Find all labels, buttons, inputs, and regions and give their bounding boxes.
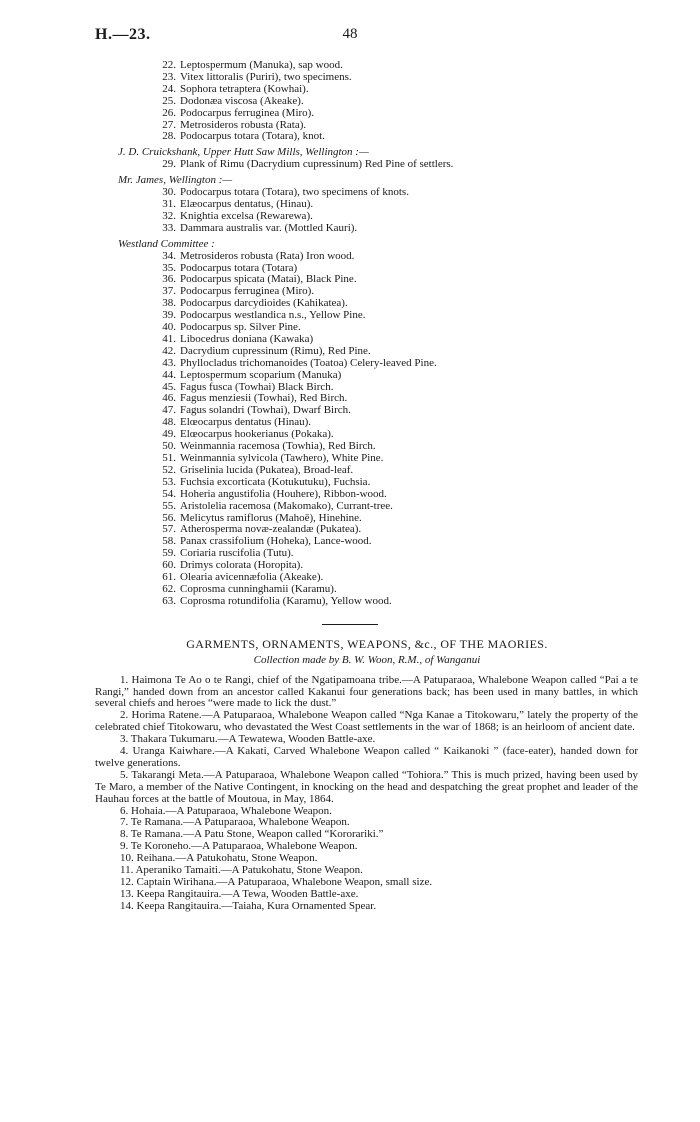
item-text: Leptospermum scoparium (Manuka)	[180, 368, 342, 381]
list-item	[0, 358, 700, 370]
garment-entry: 10. Reihana.—A Patukohatu, Stone Weapon.	[120, 852, 318, 865]
contributor-heading: Westland Committee :	[118, 237, 215, 250]
item-number: 52.	[162, 463, 176, 476]
list-item	[0, 560, 700, 572]
garment-entry: 7. Te Ramana.—A Patuparaoa, Whalebone Weapon.	[120, 816, 350, 829]
list-item	[0, 322, 700, 334]
list-section	[0, 60, 700, 143]
item-number: 39.	[162, 309, 176, 322]
item-number: 43.	[162, 356, 176, 369]
list-item	[0, 274, 700, 286]
item-text: Fuchsia excorticata (Kotukutuku), Fuchsia.	[180, 475, 371, 488]
item-text: Podocarpus ferruginea (Miro).	[180, 285, 315, 298]
item-text: Dammara australis var. (Mottled Kauri).	[180, 221, 358, 234]
list-item	[0, 84, 700, 96]
item-number: 47.	[162, 404, 176, 417]
page-header	[0, 26, 700, 48]
garment-entry: 6. Hohaia.—A Patuparaoa, Whalebone Weapon.	[120, 804, 332, 817]
item-text: Plank of Rimu (Dacrydium cupressinum) Red Pine of settlers.	[180, 158, 454, 171]
item-number: 30.	[162, 186, 176, 199]
item-text: Podocarpus westlandica n.s., Yellow Pine.	[180, 309, 366, 322]
list-item	[0, 108, 700, 120]
item-number: 46.	[162, 392, 176, 405]
item-text: Podocarpus totara (Totara), knot.	[180, 130, 325, 143]
page-content	[0, 60, 700, 913]
list-item	[0, 370, 700, 382]
item-number: 25.	[162, 94, 176, 107]
item-text: Podocarpus sp. Silver Pine.	[180, 321, 301, 334]
section-title: GARMENTS, ORNAMENTS, WEAPONS, &c., OF THE MAORIES.	[186, 636, 548, 651]
item-number: 44.	[162, 368, 176, 381]
item-number: 24.	[162, 82, 176, 95]
timber-list	[0, 60, 700, 608]
item-number: 37.	[162, 285, 176, 298]
list-item	[0, 251, 700, 263]
document-reference: H.—23.	[95, 26, 151, 43]
item-text: Vitex littoralis (Puriri), two specimens.	[180, 70, 352, 83]
item-text: Dacrydium cupressinum (Rimu), Red Pine.	[180, 344, 371, 357]
item-number: 62.	[162, 582, 176, 595]
item-text: Fagus menziesii (Towhai), Red Birch.	[180, 392, 348, 405]
item-text: Coprosma cunninghamii (Karamu).	[180, 582, 337, 595]
item-text: Metrosideros robusta (Rata).	[180, 118, 307, 131]
item-number: 36.	[162, 273, 176, 286]
section-subtitle: Collection made by B. W. Woon, R.M., of Wanganui	[253, 653, 481, 666]
list-item	[0, 131, 700, 143]
item-text: Weinmannia racemosa (Towhia), Red Birch.	[180, 440, 376, 453]
item-text: Elæocarpus dentatus, (Hinau).	[180, 197, 314, 210]
item-number: 23.	[162, 70, 176, 83]
item-text: Libocedrus doniana (Kawaka)	[180, 332, 314, 345]
item-number: 45.	[162, 380, 176, 393]
item-number: 58.	[162, 535, 176, 548]
item-number: 50.	[162, 440, 176, 453]
item-text: Metrosideros robusta (Rata) Iron wood.	[180, 249, 355, 262]
item-text: Olearia avicennæfolia (Akeake).	[180, 571, 324, 584]
list-item	[0, 536, 700, 548]
list-item	[0, 199, 700, 211]
list-item	[0, 572, 700, 584]
item-text: Sophora tetraptera (Kowhai).	[180, 82, 309, 95]
garment-entry: 1. Haimona Te Ao o te Rangi, chief of the Ngatipamoana tribe.—A Patuparaoa, Whalebone Weapon called “Pai a te Rangi,” handed down from an ancestor called Kakanui four generations back; has been used in many battles, in which several chiefs and heroes “were made to lick the dust.”	[95, 673, 638, 710]
list-item	[0, 417, 700, 429]
garment-entries	[0, 675, 700, 913]
item-text: Hoheria angustifolia (Houhere), Ribbon-wood.	[180, 487, 387, 500]
item-text: Podocarpus totara (Totara)	[180, 261, 298, 274]
list-item	[0, 286, 700, 298]
item-number: 26.	[162, 106, 176, 119]
item-text: Fagus fusca (Towhai) Black Birch.	[180, 380, 334, 393]
item-number: 61.	[162, 571, 176, 584]
list-item	[0, 159, 700, 171]
item-number: 59.	[162, 547, 176, 560]
item-text: Drimys colorata (Horopita).	[180, 559, 304, 572]
item-number: 60.	[162, 559, 176, 572]
item-number: 63.	[162, 594, 176, 607]
item-number: 29.	[162, 158, 176, 171]
garment-entry: 5. Takarangi Meta.—A Patuparaoa, Whalebone Weapon called “Tohiora.” This is much prized, having been used by Te Maro, a member of the Native Contingent, in knocking on the head and despatching the great prophet and leader of the Hauhau forces at the battle of Moutoua, in May, 1864.	[95, 768, 638, 805]
list-item	[0, 120, 700, 132]
item-number: 41.	[162, 332, 176, 345]
item-text: Griselinia lucida (Pukatea), Broad-leaf.	[180, 463, 354, 476]
item-text: Knightia excelsa (Rewarewa).	[180, 209, 313, 222]
garment-entry: 12. Captain Wirihana.—A Patuparaoa, Whalebone Weapon, small size.	[120, 876, 433, 888]
item-number: 54.	[162, 487, 176, 500]
item-number: 32.	[162, 209, 176, 222]
item-text: Fagus solandri (Towhai), Dwarf Birch.	[180, 404, 351, 417]
list-item	[0, 596, 700, 608]
item-text: Podocarpus darcydioides (Kahikatea).	[180, 297, 348, 310]
item-text: Melicytus ramiflorus (Mahoē), Hinehine.	[180, 511, 362, 524]
item-text: Panax crassifolium (Hoheka), Lance-wood.	[180, 535, 372, 548]
item-text: Aristolelia racemosa (Makomako), Currant-tree.	[180, 499, 393, 512]
item-number: 33.	[162, 221, 176, 234]
item-number: 35.	[162, 261, 176, 274]
item-number: 34.	[162, 249, 176, 262]
list-section	[0, 175, 700, 235]
garment-entry: 8. Te Ramana.—A Patu Stone, Weapon called “Kororariki.”	[120, 828, 384, 841]
garment-entry: 14. Keepa Rangitauira.—Taiaha, Kura Ornamented Spear.	[120, 899, 377, 912]
item-number: 55.	[162, 499, 176, 512]
list-item	[0, 187, 700, 199]
item-text: Phyllocladus trichomanoides (Toatoa) Celery-leaved Pine.	[180, 356, 437, 369]
item-number: 51.	[162, 452, 176, 464]
item-number: 31.	[162, 197, 176, 210]
list-item	[0, 72, 700, 84]
list-item	[0, 405, 700, 417]
list-section	[0, 147, 700, 171]
item-number: 22.	[162, 59, 176, 71]
garment-entry: 2. Horima Ratene.—A Patuparaoa, Whalebone Weapon called “Nga Kanae a Titokowaru,” lately the property of the celebrated chief Titokowaru, who devastated the West Coast settlements in the war of 1868; is an heirloom of ancient date.	[95, 709, 638, 734]
item-text: Elœocarpus hookerianus (Pokaka).	[180, 428, 334, 441]
item-number: 40.	[162, 321, 176, 334]
garment-entry: 3. Thakara Tukumaru.—A Tewatewa, Wooden Battle-axe.	[120, 733, 376, 746]
item-text: Leptospermum (Manuka), sap wood.	[180, 59, 343, 71]
page-number: 48	[342, 26, 358, 42]
item-text: Elœocarpus dentatus (Hinau).	[180, 416, 312, 429]
item-number: 48.	[162, 416, 176, 429]
item-number: 28.	[162, 130, 176, 143]
item-number: 57.	[162, 523, 176, 536]
item-text: Dodonæa viscosa (Akeake).	[180, 94, 304, 107]
contributor-heading: Mr. James, Wellington :—	[118, 174, 233, 187]
item-number: 42.	[162, 344, 176, 357]
garment-entry: 11. Aperaniko Tamaiti.—A Patukohatu, Stone Weapon.	[120, 864, 363, 877]
list-item	[0, 548, 700, 560]
garment-entry: 4. Uranga Kaiwhare.—A Kakati, Carved Whalebone Weapon called “ Kaikanoki ” (face-eater), handed down for twelve generations.	[95, 745, 638, 769]
garment-entry: 9. Te Koroneho.—A Patuparaoa, Whalebone Weapon.	[120, 840, 358, 853]
item-text: Atherosperma novæ-zealandæ (Pukatea).	[180, 523, 362, 536]
list-item	[0, 382, 700, 394]
item-number: 49.	[162, 428, 176, 441]
list-item	[0, 96, 700, 108]
list-section	[0, 239, 700, 608]
contributor-heading: J. D. Cruickshank, Upper Hutt Saw Mills, Wellington :—	[118, 146, 369, 159]
item-text: Coprosma rotundifolia (Karamu), Yellow wood.	[180, 594, 392, 607]
item-text: Weinmannia sylvicola (Tawhero), White Pine.	[180, 452, 384, 464]
item-text: Podocarpus totara (Totara), two specimens of knots.	[180, 186, 409, 199]
section-divider	[322, 624, 378, 625]
item-text: Podocarpus spicata (Matai), Black Pine.	[180, 273, 357, 286]
list-item	[0, 223, 700, 235]
item-number: 27.	[162, 118, 176, 131]
item-text: Coriaria ruscifolia (Tutu).	[180, 547, 294, 560]
item-text: Podocarpus ferruginea (Miro).	[180, 106, 315, 119]
item-number: 53.	[162, 475, 176, 488]
item-number: 56.	[162, 511, 176, 524]
list-item	[0, 310, 700, 322]
garment-entry: 13. Keepa Rangitauira.—A Tewa, Wooden Battle-axe.	[120, 887, 359, 900]
item-number: 38.	[162, 297, 176, 310]
